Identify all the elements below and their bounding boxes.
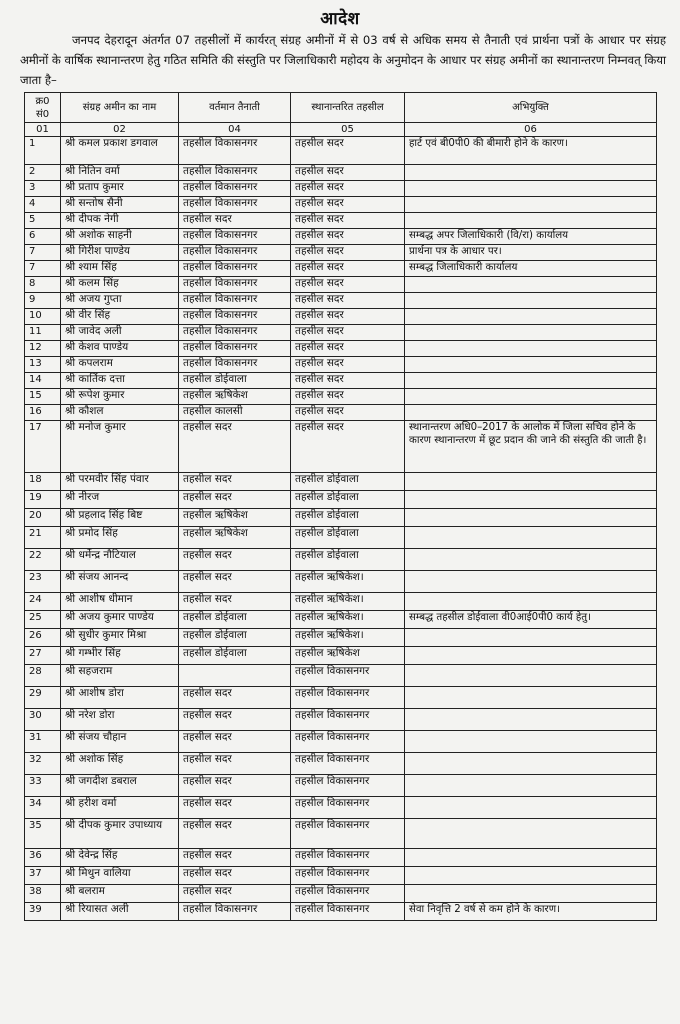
cell-transfer-tehsil: तहसील सदर	[291, 165, 405, 181]
cell-name: श्री जावेद अली	[61, 325, 179, 341]
cell-serial: 17	[25, 421, 61, 473]
cell-transfer-tehsil: तहसील सदर	[291, 197, 405, 213]
cell-remark	[405, 629, 657, 647]
table-row	[25, 797, 657, 819]
cell-serial: 33	[25, 775, 61, 797]
cell-current-posting: तहसील सदर	[179, 549, 291, 571]
cell-current-posting: तहसील सदर	[179, 797, 291, 819]
table-row	[25, 687, 657, 709]
cell-transfer-tehsil: तहसील विकासनगर	[291, 753, 405, 775]
cell-transfer-tehsil: तहसील सदर	[291, 373, 405, 389]
cell-name: श्री जगदीश डबराल	[61, 775, 179, 797]
cell-serial: 7	[25, 261, 61, 277]
cell-remark	[405, 389, 657, 405]
cell-transfer-tehsil: तहसील डोईवाला	[291, 509, 405, 527]
cell-name: श्री प्रहलाद सिंह बिष्ट	[61, 509, 179, 527]
cell-name: श्री अजय कुमार पाण्डेय	[61, 611, 179, 629]
cell-serial: 10	[25, 309, 61, 325]
cell-serial: 6	[25, 229, 61, 245]
cell-remark	[405, 165, 657, 181]
cell-remark	[405, 491, 657, 509]
cell-remark	[405, 731, 657, 753]
table-row	[25, 611, 657, 629]
cell-serial: 11	[25, 325, 61, 341]
cell-remark	[405, 571, 657, 593]
transfer-table	[24, 92, 657, 921]
header-name: संग्रह अमीन का नाम	[61, 93, 179, 123]
cell-serial: 37	[25, 867, 61, 885]
cell-name: श्री देवेन्द्र सिंह	[61, 849, 179, 867]
cell-transfer-tehsil: तहसील ऋषिकेश	[291, 647, 405, 665]
cell-current-posting: तहसील सदर	[179, 849, 291, 867]
cell-serial: 23	[25, 571, 61, 593]
table-row	[25, 213, 657, 229]
cell-serial: 3	[25, 181, 61, 197]
cell-transfer-tehsil: तहसील ऋषिकेश।	[291, 629, 405, 647]
cell-name: श्री गिरीश पाण्डेय	[61, 245, 179, 261]
cell-transfer-tehsil: तहसील विकासनगर	[291, 885, 405, 903]
table-row	[25, 245, 657, 261]
cell-transfer-tehsil: तहसील सदर	[291, 213, 405, 229]
page-title: आदेश	[320, 9, 360, 29]
table-row	[25, 527, 657, 549]
cell-current-posting: तहसील विकासनगर	[179, 293, 291, 309]
table-row	[25, 491, 657, 509]
cell-name: श्री आशीष धीमान	[61, 593, 179, 611]
cell-current-posting: तहसील कालसी	[179, 405, 291, 421]
cell-serial: 25	[25, 611, 61, 629]
cell-name: श्री प्रमोद सिंह	[61, 527, 179, 549]
cell-transfer-tehsil: तहसील सदर	[291, 357, 405, 373]
cell-current-posting: तहसील सदर	[179, 709, 291, 731]
cell-transfer-tehsil: तहसील विकासनगर	[291, 819, 405, 849]
header-number: 05	[291, 123, 405, 137]
table-row	[25, 571, 657, 593]
cell-serial: 18	[25, 473, 61, 491]
cell-name: श्री सहजराम	[61, 665, 179, 687]
cell-name: श्री कलम सिंह	[61, 277, 179, 293]
cell-current-posting: तहसील विकासनगर	[179, 261, 291, 277]
intro-paragraph: जनपद देहरादून अंतर्गत 07 तहसीलों में कार्यरत् संग्रह अमीनों में से 03 वर्ष से अधिक समय से तैनाती एवं प्रार्थना पत्रों के आधार पर संग्रह अमीनों के वार्षिक स्थानान्तरण हेतु गठित समिति की संस्तुति पर जिलाधिकारी महोदय के अनुमोदन के आधार पर संग्रह अमीनों का स्थानान्तरण निम्नवत् किया जाता है–	[20, 33, 666, 87]
cell-current-posting: तहसील विकासनगर	[179, 245, 291, 261]
cell-transfer-tehsil: तहसील विकासनगर	[291, 687, 405, 709]
cell-serial: 35	[25, 819, 61, 849]
cell-transfer-tehsil: तहसील ऋषिकेश।	[291, 593, 405, 611]
cell-remark	[405, 293, 657, 309]
cell-remark	[405, 885, 657, 903]
cell-current-posting: तहसील सदर	[179, 213, 291, 229]
cell-remark	[405, 549, 657, 571]
cell-name: श्री सन्तोष सैनी	[61, 197, 179, 213]
cell-serial: 30	[25, 709, 61, 731]
table-row	[25, 229, 657, 245]
cell-name: श्री हरीश वर्मा	[61, 797, 179, 819]
cell-transfer-tehsil: तहसील सदर	[291, 325, 405, 341]
table-row	[25, 137, 657, 165]
cell-name: श्री नरेश डोरा	[61, 709, 179, 731]
table-row	[25, 341, 657, 357]
table-row	[25, 509, 657, 527]
cell-name: श्री नितिन वर्मा	[61, 165, 179, 181]
header-number: 06	[405, 123, 657, 137]
cell-current-posting: तहसील विकासनगर	[179, 229, 291, 245]
cell-current-posting: तहसील विकासनगर	[179, 137, 291, 165]
cell-serial: 1	[25, 137, 61, 165]
cell-current-posting: तहसील सदर	[179, 473, 291, 491]
cell-current-posting: तहसील विकासनगर	[179, 357, 291, 373]
cell-transfer-tehsil: तहसील विकासनगर	[291, 731, 405, 753]
cell-serial: 9	[25, 293, 61, 309]
cell-name: श्री सुधीर कुमार मिश्रा	[61, 629, 179, 647]
table-row	[25, 709, 657, 731]
cell-name: श्री कमल प्रकाश डगवाल	[61, 137, 179, 165]
cell-transfer-tehsil: तहसील सदर	[291, 261, 405, 277]
cell-serial: 22	[25, 549, 61, 571]
cell-name: श्री कार्तिक दत्ता	[61, 373, 179, 389]
table-row	[25, 277, 657, 293]
cell-transfer-tehsil: तहसील सदर	[291, 389, 405, 405]
cell-current-posting: तहसील डोईवाला	[179, 611, 291, 629]
cell-remark: सम्बद्ध तहसील डोईवाला वी0आई0पी0 कार्य हेतु।	[405, 611, 657, 629]
table-row	[25, 593, 657, 611]
cell-current-posting: तहसील सदर	[179, 867, 291, 885]
table-row	[25, 181, 657, 197]
cell-serial: 12	[25, 341, 61, 357]
cell-remark	[405, 775, 657, 797]
cell-current-posting: तहसील ऋषिकेश	[179, 509, 291, 527]
table-row	[25, 421, 657, 473]
cell-transfer-tehsil: तहसील डोईवाला	[291, 549, 405, 571]
table-row	[25, 647, 657, 665]
table-row	[25, 165, 657, 181]
table-row	[25, 373, 657, 389]
cell-current-posting: तहसील सदर	[179, 885, 291, 903]
cell-current-posting: तहसील विकासनगर	[179, 341, 291, 357]
cell-name: श्री मनोज कुमार	[61, 421, 179, 473]
cell-name: श्री रियासत अली	[61, 903, 179, 921]
cell-current-posting: तहसील सदर	[179, 571, 291, 593]
cell-transfer-tehsil: तहसील सदर	[291, 405, 405, 421]
cell-remark	[405, 819, 657, 849]
cell-current-posting: तहसील सदर	[179, 775, 291, 797]
cell-current-posting: तहसील विकासनगर	[179, 903, 291, 921]
cell-name: श्री वीर सिंह	[61, 309, 179, 325]
table-row	[25, 731, 657, 753]
cell-name: श्री रूपेश कुमार	[61, 389, 179, 405]
cell-current-posting: तहसील सदर	[179, 687, 291, 709]
cell-transfer-tehsil: तहसील सदर	[291, 181, 405, 197]
cell-name: श्री मिथुन वालिया	[61, 867, 179, 885]
cell-transfer-tehsil: तहसील विकासनगर	[291, 797, 405, 819]
cell-transfer-tehsil: तहसील विकासनगर	[291, 665, 405, 687]
cell-serial: 20	[25, 509, 61, 527]
cell-name: श्री नीरज	[61, 491, 179, 509]
cell-remark: सम्बद्ध जिलाधिकारी कार्यालय	[405, 261, 657, 277]
table-row	[25, 473, 657, 491]
cell-name: श्री धर्मेन्द्र नौटियाल	[61, 549, 179, 571]
cell-current-posting: तहसील ऋषिकेश	[179, 389, 291, 405]
cell-transfer-tehsil: तहसील सदर	[291, 421, 405, 473]
cell-transfer-tehsil: तहसील सदर	[291, 245, 405, 261]
cell-name: श्री अशोक सिंह	[61, 753, 179, 775]
cell-serial: 31	[25, 731, 61, 753]
cell-remark: सेवा निवृत्ति 2 वर्ष से कम होने के कारण।	[405, 903, 657, 921]
header-row	[25, 93, 657, 123]
cell-remark	[405, 797, 657, 819]
cell-current-posting: तहसील विकासनगर	[179, 165, 291, 181]
table-row	[25, 389, 657, 405]
cell-serial: 26	[25, 629, 61, 647]
cell-remark	[405, 325, 657, 341]
cell-remark	[405, 373, 657, 389]
cell-serial: 28	[25, 665, 61, 687]
cell-name: श्री कपलराम	[61, 357, 179, 373]
cell-transfer-tehsil: तहसील डोईवाला	[291, 527, 405, 549]
cell-remark	[405, 197, 657, 213]
cell-serial: 14	[25, 373, 61, 389]
cell-transfer-tehsil: तहसील ऋषिकेश।	[291, 611, 405, 629]
cell-serial: 36	[25, 849, 61, 867]
cell-serial: 39	[25, 903, 61, 921]
cell-transfer-tehsil: तहसील विकासनगर	[291, 849, 405, 867]
cell-serial: 29	[25, 687, 61, 709]
cell-current-posting: तहसील सदर	[179, 753, 291, 775]
cell-remark	[405, 687, 657, 709]
cell-remark	[405, 473, 657, 491]
cell-transfer-tehsil: तहसील विकासनगर	[291, 903, 405, 921]
cell-remark: प्रार्थना पत्र के आधार पर।	[405, 245, 657, 261]
header-remarks: अभियुक्ति	[405, 93, 657, 123]
cell-current-posting: तहसील विकासनगर	[179, 325, 291, 341]
cell-serial: 38	[25, 885, 61, 903]
cell-name: श्री आशीष डोरा	[61, 687, 179, 709]
cell-name: श्री गम्भीर सिंह	[61, 647, 179, 665]
cell-current-posting: तहसील विकासनगर	[179, 277, 291, 293]
cell-remark	[405, 277, 657, 293]
table-row	[25, 665, 657, 687]
cell-remark	[405, 849, 657, 867]
header-number: 01	[25, 123, 61, 137]
table-row	[25, 325, 657, 341]
cell-remark	[405, 509, 657, 527]
cell-serial: 16	[25, 405, 61, 421]
cell-remark	[405, 665, 657, 687]
cell-serial: 8	[25, 277, 61, 293]
cell-remark	[405, 341, 657, 357]
cell-transfer-tehsil: तहसील सदर	[291, 309, 405, 325]
cell-name: श्री अशोक साहनी	[61, 229, 179, 245]
header-number: 04	[179, 123, 291, 137]
header-transfer-tehsil: स्थानान्तरित तहसील	[291, 93, 405, 123]
cell-remark	[405, 709, 657, 731]
cell-name: श्री बलराम	[61, 885, 179, 903]
cell-remark	[405, 405, 657, 421]
cell-transfer-tehsil: तहसील सदर	[291, 293, 405, 309]
table-row	[25, 357, 657, 373]
cell-current-posting: तहसील डोईवाला	[179, 373, 291, 389]
cell-serial: 4	[25, 197, 61, 213]
cell-serial: 32	[25, 753, 61, 775]
cell-remark: सम्बद्ध अपर जिलाधिकारी (वि/रा) कार्यालय	[405, 229, 657, 245]
cell-name: श्री कौशल	[61, 405, 179, 421]
cell-name: श्री अजय गुप्ता	[61, 293, 179, 309]
cell-name: श्री संजय चौहान	[61, 731, 179, 753]
cell-current-posting: तहसील सदर	[179, 421, 291, 473]
cell-name: श्री संजय आनन्द	[61, 571, 179, 593]
cell-name: श्री प्रताप कुमार	[61, 181, 179, 197]
cell-remark	[405, 181, 657, 197]
cell-transfer-tehsil: तहसील विकासनगर	[291, 867, 405, 885]
header-current-posting: वर्तमान तैनाती	[179, 93, 291, 123]
table-row	[25, 405, 657, 421]
cell-serial: 15	[25, 389, 61, 405]
cell-current-posting: तहसील ऋषिकेश	[179, 527, 291, 549]
cell-current-posting: तहसील सदर	[179, 731, 291, 753]
cell-transfer-tehsil: तहसील सदर	[291, 277, 405, 293]
table-row	[25, 867, 657, 885]
table-row	[25, 753, 657, 775]
cell-name: श्री दीपक कुमार उपाध्याय	[61, 819, 179, 849]
cell-serial: 21	[25, 527, 61, 549]
cell-current-posting: तहसील सदर	[179, 819, 291, 849]
table-row	[25, 885, 657, 903]
table-row	[25, 849, 657, 867]
cell-transfer-tehsil: तहसील सदर	[291, 341, 405, 357]
table-row	[25, 197, 657, 213]
cell-serial: 13	[25, 357, 61, 373]
cell-transfer-tehsil: तहसील डोईवाला	[291, 473, 405, 491]
cell-remark	[405, 647, 657, 665]
cell-serial: 19	[25, 491, 61, 509]
cell-remark	[405, 213, 657, 229]
cell-name: श्री केशव पाण्डेय	[61, 341, 179, 357]
cell-serial: 24	[25, 593, 61, 611]
cell-serial: 2	[25, 165, 61, 181]
table-row	[25, 775, 657, 797]
cell-transfer-tehsil: तहसील विकासनगर	[291, 775, 405, 797]
cell-transfer-tehsil: तहसील सदर	[291, 229, 405, 245]
header-sn: क्र0 सं0	[25, 93, 61, 123]
cell-remark	[405, 593, 657, 611]
cell-remark	[405, 527, 657, 549]
table-row	[25, 629, 657, 647]
cell-serial: 34	[25, 797, 61, 819]
table-row	[25, 819, 657, 849]
header-number: 02	[61, 123, 179, 137]
cell-current-posting: तहसील डोईवाला	[179, 647, 291, 665]
cell-current-posting: तहसील डोईवाला	[179, 629, 291, 647]
cell-remark	[405, 357, 657, 373]
cell-remark	[405, 867, 657, 885]
cell-serial: 27	[25, 647, 61, 665]
table-row	[25, 903, 657, 921]
cell-transfer-tehsil: तहसील ऋषिकेश।	[291, 571, 405, 593]
table-row	[25, 309, 657, 325]
cell-remark: स्थानान्तरण अधि0–2017 के आलोक में जिला सचिव होने के कारण स्थानान्तरण में छूट प्रदान की जाने की संस्तुति की जाती है।	[405, 421, 657, 473]
cell-current-posting: तहसील विकासनगर	[179, 181, 291, 197]
cell-transfer-tehsil: तहसील सदर	[291, 137, 405, 165]
cell-current-posting: तहसील विकासनगर	[179, 197, 291, 213]
cell-remark	[405, 309, 657, 325]
header-number-row	[25, 123, 657, 137]
cell-transfer-tehsil: तहसील विकासनगर	[291, 709, 405, 731]
cell-current-posting	[179, 665, 291, 687]
cell-current-posting: तहसील सदर	[179, 491, 291, 509]
table-row	[25, 293, 657, 309]
cell-remark	[405, 753, 657, 775]
cell-serial: 5	[25, 213, 61, 229]
cell-current-posting: तहसील सदर	[179, 593, 291, 611]
cell-current-posting: तहसील विकासनगर	[179, 309, 291, 325]
cell-name: श्री परमवीर सिंह पंवार	[61, 473, 179, 491]
cell-transfer-tehsil: तहसील डोईवाला	[291, 491, 405, 509]
cell-serial: 7	[25, 245, 61, 261]
table-row	[25, 261, 657, 277]
cell-name: श्री दीपक नेगी	[61, 213, 179, 229]
table-row	[25, 549, 657, 571]
cell-remark: हार्ट एवं बी0पी0 की बीमारी होने के कारण।	[405, 137, 657, 165]
cell-name: श्री श्याम सिंह	[61, 261, 179, 277]
